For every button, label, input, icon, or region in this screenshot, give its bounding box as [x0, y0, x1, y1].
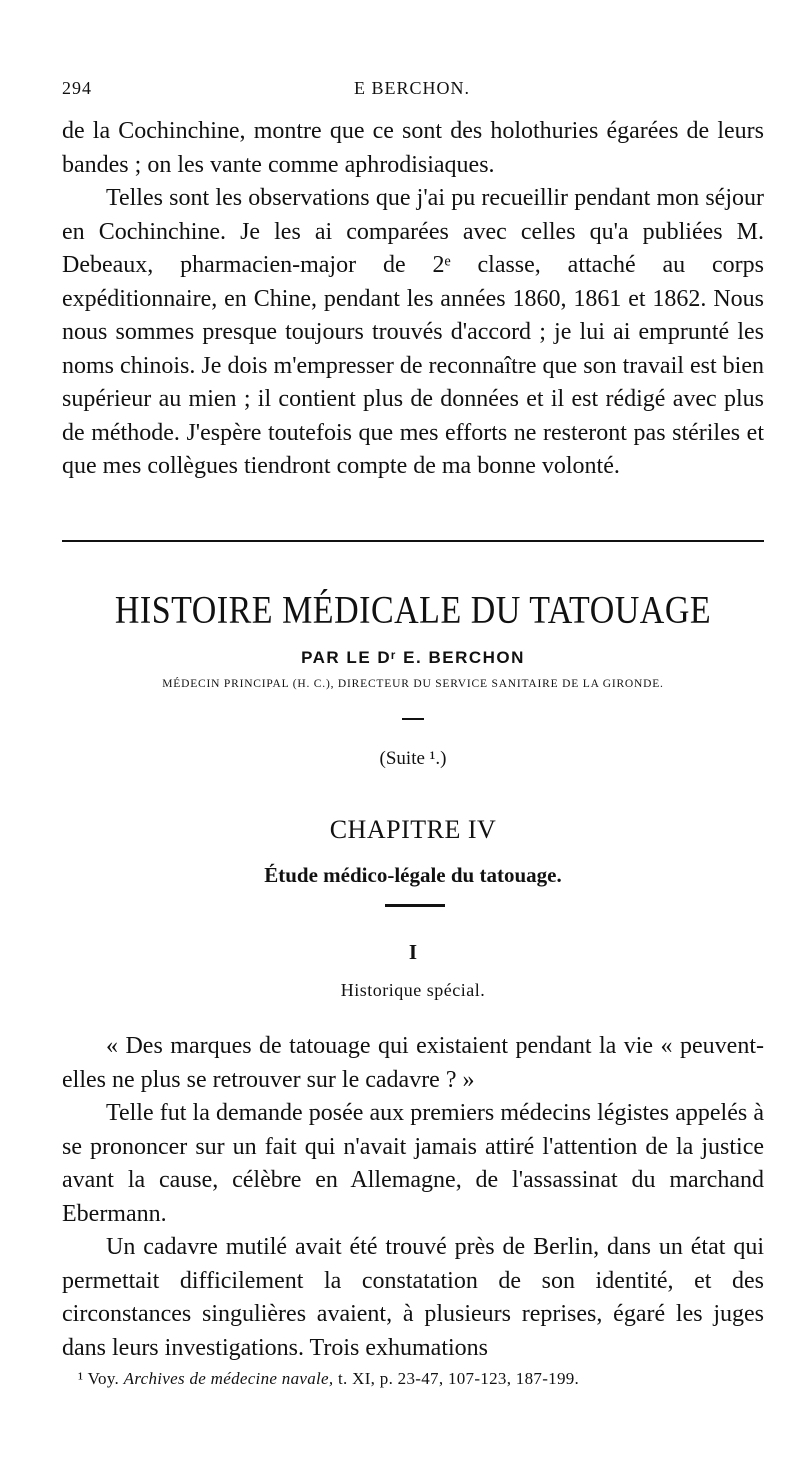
footnote-prefix: Voy.: [87, 1369, 120, 1388]
author-affiliation: MÉDECIN PRINCIPAL (H. C.), DIRECTEUR DU SERVICE SANITAIRE DE LA GIRONDE.: [162, 678, 664, 690]
heavy-rule: [385, 904, 445, 907]
running-title: E BERCHON.: [353, 78, 470, 98]
footnote: [78, 1369, 764, 1389]
article-author: PAR LE Dʳ E. BERCHON: [301, 648, 525, 667]
section-divider: [62, 540, 764, 542]
running-head: [62, 78, 762, 108]
short-dash: [402, 718, 424, 720]
previous-article-conclusion: [62, 115, 764, 484]
paragraph: Un cadavre mutilé avait été trouvé près de Berlin, dans un état qui permettait difficilement la constatation de son identité, et des circonstances singulières avaient, à plusieurs reprises, égaré les juges dans leurs investigations. Trois exhumations: [62, 1234, 764, 1361]
section-title: Historique spécial.: [340, 980, 486, 1000]
paragraph: Telles sont les observations que j'ai pu recueillir pendant mon séjour en Cochinchine. Je les ai comparées avec celles qu'a publiées M. Debeaux, pharmacien-major de 2ᵉ classe, attaché au corps expéditionnaire, en Chine, pendant les années 1860, 1861 et 1862. Nous nous sommes presque toujours trouvés d'accord ; je lui ai emprunté les noms chinois. Je dois m'empresser de reconnaître que son travail est bien supérieur au mien ; il contient plus de données et il est rédigé avec plus de méthode. J'espère toutefois que mes efforts ne resteront pas stériles et que mes collègues tiendront compte de ma bonne volonté.: [62, 185, 764, 479]
page-number: 294: [62, 78, 92, 98]
chapter-body: [62, 1030, 764, 1365]
chapter-title: CHAPITRE IV: [329, 815, 497, 844]
article-title: HISTOIRE MÉDICALE DU TATOUAGE: [114, 589, 712, 632]
continuation-note: (Suite ¹.): [379, 748, 447, 769]
footnote-marker: ¹: [78, 1369, 84, 1388]
paragraph: « Des marques de tatouage qui existaient pendant la vie « peuvent-elles ne plus se retrouver sur le cadavre ? »: [62, 1033, 764, 1093]
section-number: I: [408, 940, 418, 964]
footnote-reference: t. XI, p. 23-47, 107-123, 187-199.: [338, 1369, 580, 1388]
footnote-journal: Archives de médecine navale,: [123, 1369, 334, 1388]
chapter-subtitle: Étude médico-légale du tatouage.: [264, 863, 562, 887]
paragraph: Telle fut la demande posée aux premiers médecins légistes appelés à se prononcer sur un fait qui n'avait jamais attiré l'attention de la justice avant la cause, célèbre en Allemagne, de l'assassinat du marchand Ebermann.: [62, 1100, 764, 1227]
paragraph: de la Cochinchine, montre que ce sont des holothuries égarées de leurs bandes ; on les vante comme aphrodisiaques.: [62, 118, 764, 178]
